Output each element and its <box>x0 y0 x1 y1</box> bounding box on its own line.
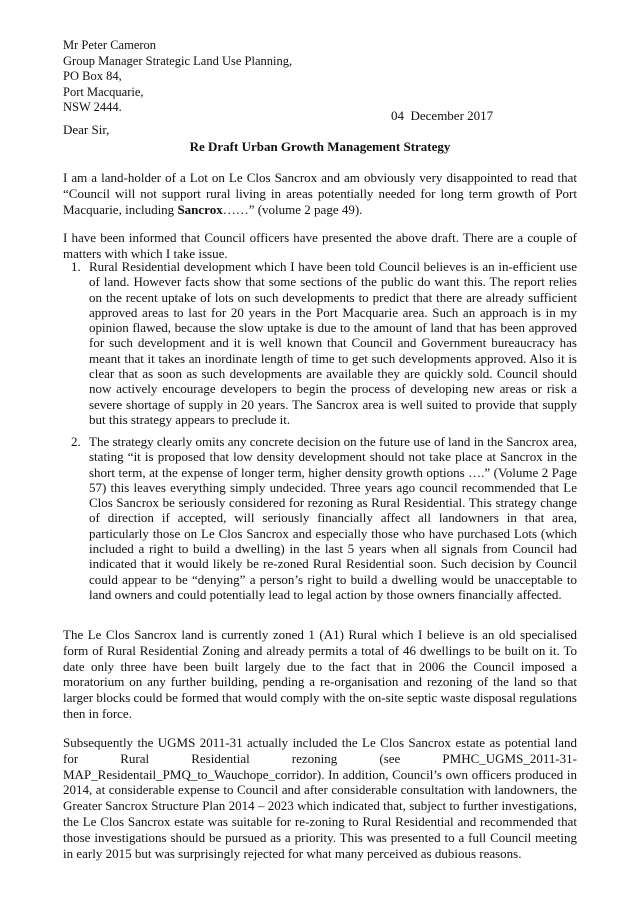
list-item-text: Rural Residential development which I have been told Council believes is an in-efficient use of land. However facts show that some sections of the public do want this. The report relies on the recent uptake of lots on such developments to predict that there are already sufficient approved areas to last for 20 years in the Port Macquarie area. Such an approach is in my opinion flawed, because the slow uptake is due to the amount of land that has been approved for such development and it is well known that Council and Government bureaucracy has meant that it takes an inordinate length of time to get such developments approved. Also it is clear that as soon as such developments are available they are quickly sold. Council should now actively encourage developers to begin the process of developing new areas or risk a severe shortage of supply in 20 years. The Sancrox area is well suited to provide that supply but this strategy appears to preclude it. <box>89 259 577 427</box>
recipient-title: Group Manager Strategic Land Use Planning, <box>63 53 293 68</box>
paragraph-4: Subsequently the UGMS 2011-31 actually included the Le Clos Sancrox estate as potential land for Rural Residential rezoning (see PMHC_UGMS_2011-31-MAP_Residentail_PMQ_to_Wauchope_corridor). In addition, Council’s own officers produced in 2014, at considerable expense to Council and after considerable consultation with landowners, the Greater Sancrox Structure Plan 2014 – 2023 which indicated that, subject to further investigations, the Le Clos Sancrox estate was suitable for re-zoning to Rural Residential and recommended that those investigations should be pursued as a priority. This was presented to a full Council meeting in early 2015 but was surprisingly rejected for what many perceived as dubious reasons. <box>63 735 577 861</box>
letter-date: 04 December 2017 <box>391 108 494 123</box>
paragraph-1-text: I am a land-holder of a Lot on Le Clos Sancrox and am obviously very disappointed to read that “Council will not support rural living in areas potentially needed for long term growth of Port Macquarie, including <box>63 170 577 217</box>
paragraph-1-bold: Sancrox <box>177 201 223 217</box>
list-item-number: 2. <box>71 434 81 449</box>
recipient-po-box: PO Box 84, <box>63 69 122 83</box>
paragraph-3: The Le Clos Sancrox land is currently zoned 1 (A1) Rural which I believe is an old specialised form of Rural Residential Zoning and already permits a total of 46 dwellings to be built on it. To date only three have been built largely due to the fact that in 2006 the Council imposed a moratorium on any further building, pending a re-organisation and rezoning of the land so that larger blocks could be formed that would comply with the on-site septic waste disposal regulations then in force. <box>63 627 577 721</box>
salutation: Dear Sir, <box>63 122 110 137</box>
list-item <box>63 259 577 427</box>
subject-line: Re Draft Urban Growth Management Strategy <box>189 139 451 154</box>
list-item-number: 1. <box>71 259 81 274</box>
paragraph-2: I have been informed that Council officers have presented the above draft. There are a couple of matters with which I take issue. <box>63 230 577 261</box>
recipient-city: Port Macquarie, <box>63 84 144 99</box>
recipient-name: Mr Peter Cameron <box>63 38 157 52</box>
paragraph-1 <box>63 170 577 217</box>
recipient-state-postcode: NSW 2444. <box>63 100 122 114</box>
recipient-address <box>63 38 292 116</box>
list-item <box>63 434 577 602</box>
list-item-text: The strategy clearly omits any concrete decision on the future use of land in the Sancrox area, stating “it is proposed that low density development should not take place at Sancrox in the short term, at the expense of longer term, higher density growth options ….” (Volume 2 Page 57) this leaves everything simply undecided. Three years ago council recommended that Le Clos Sancrox be seriously considered for rezoning as Rural Residential. This strategy change of direction if accepted, will seriously financially affect all landowners in that area, particularly those on Le Clos Sancrox and especially those who have purchased Lots (which included a right to build a dwelling) in the last 5 years when all signals from Council had indicated that it would likely be re-zoned Rural Residential soon. Such decision by Council could appear to be “denying” a person’s right to build a dwelling would be unacceptable to land owners and could potentially lead to legal action by those owners financially affected. <box>89 434 577 602</box>
paragraph-1-tail: ……” (volume 2 page 49). <box>222 201 363 217</box>
